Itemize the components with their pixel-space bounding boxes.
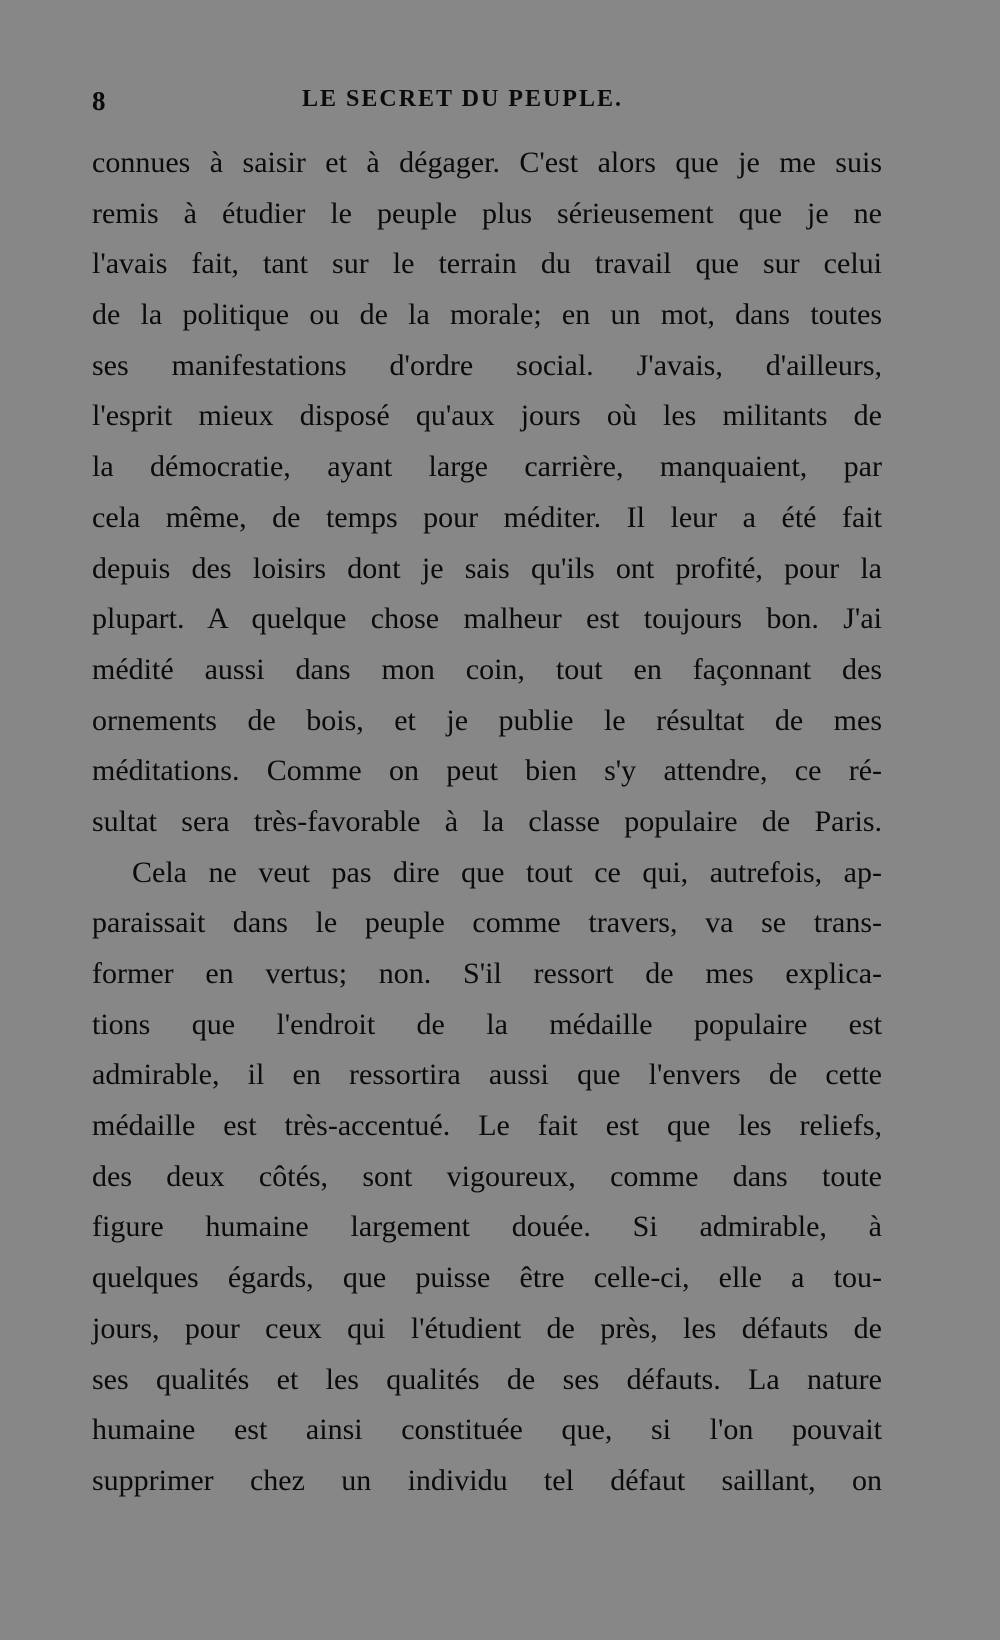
text-line: former en vertus; non. S'il ressort de mes explica-	[92, 957, 882, 990]
text-line-paragraph-start: Cela ne veut pas dire que tout ce qui, autrefois, ap-	[132, 855, 882, 889]
page-number: 8	[92, 86, 106, 116]
running-head	[92, 86, 672, 126]
text-line: jours, pour ceux qui l'étudient de près, les défauts de	[92, 1311, 882, 1345]
body-text	[92, 138, 882, 1507]
text-line: médaille est très-accentué. Le fait est que les reliefs,	[92, 1109, 882, 1143]
text-line: cela même, de temps pour méditer. Il leur a été fait	[92, 500, 882, 534]
text-line: connues à saisir et à dégager. C'est alors que je me suis	[92, 146, 882, 179]
text-line: ornements de bois, et je publie le résultat de mes	[92, 703, 882, 737]
text-line: tions que l'endroit de la médaille populaire est	[92, 1007, 882, 1041]
text-line: ses manifestations d'ordre social. J'avais, d'ailleurs,	[92, 348, 882, 382]
text-line: médité aussi dans mon coin, tout en façonnant des	[92, 652, 882, 686]
text-line: depuis des loisirs dont je sais qu'ils ont profité, pour la	[92, 551, 882, 585]
text-line: méditations. Comme on peut bien s'y attendre, ce ré-	[92, 754, 882, 788]
text-line: l'avais fait, tant sur le terrain du travail que sur celui	[92, 247, 882, 281]
text-line: remis à étudier le peuple plus sérieusement que je ne	[92, 196, 882, 230]
text-line: paraissait dans le peuple comme travers, va se trans-	[92, 906, 882, 940]
text-line: de la politique ou de la morale; en un mot, dans toutes	[92, 298, 882, 332]
text-line: ses qualités et les qualités de ses défauts. La nature	[92, 1362, 882, 1396]
text-line: plupart. A quelque chose malheur est toujours bon. J'ai	[92, 602, 882, 636]
running-title: LE SECRET DU PEUPLE.	[302, 86, 623, 112]
text-line: quelques égards, que puisse être celle-ci, elle a tou-	[92, 1261, 882, 1295]
text-line: figure humaine largement douée. Si admirable, à	[92, 1210, 882, 1244]
text-line: humaine est ainsi constituée que, si l'on pouvait	[92, 1413, 882, 1447]
text-line: sultat sera très-favorable à la classe populaire de Paris.	[92, 804, 882, 838]
text-line: des deux côtés, sont vigoureux, comme dans toute	[92, 1159, 882, 1193]
text-line: la démocratie, ayant large carrière, manquaient, par	[92, 450, 882, 484]
text-line: admirable, il en ressortira aussi que l'envers de cette	[92, 1058, 882, 1092]
text-line: l'esprit mieux disposé qu'aux jours où les militants de	[92, 399, 882, 433]
text-line: supprimer chez un individu tel défaut saillant, on	[92, 1463, 882, 1497]
